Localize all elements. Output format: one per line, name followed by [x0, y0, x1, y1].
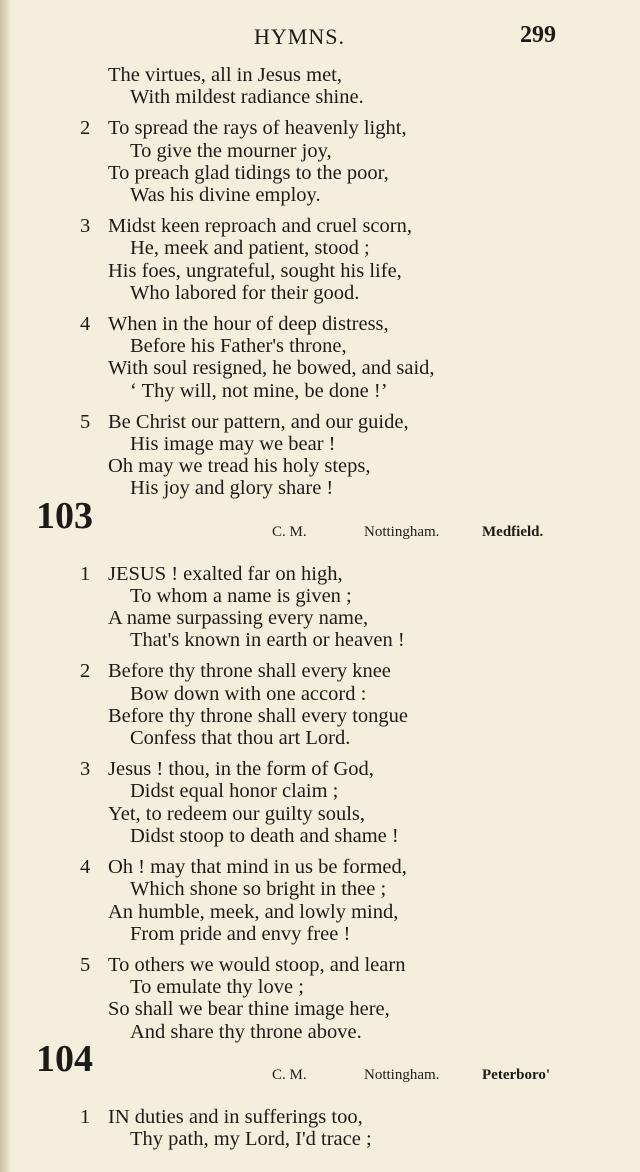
verse-number: 3 — [80, 215, 91, 238]
stanza — [80, 313, 600, 402]
tune-name: Nottingham. — [364, 1066, 440, 1083]
verse-line: IN duties and in sufferings too, — [108, 1105, 363, 1128]
hymn-103-heading — [36, 494, 600, 555]
hymn-104-heading — [36, 1037, 600, 1098]
hymn-102-continued — [80, 64, 600, 500]
verse-line: His image may we bear ! — [130, 433, 336, 456]
verse-line: To whom a name is given ; — [130, 584, 352, 607]
hymn-number: 103 — [36, 494, 93, 537]
verse-line: An humble, meek, and lowly mind, — [108, 900, 399, 923]
stanza — [80, 117, 600, 206]
verse-number: 5 — [80, 953, 91, 976]
verse-number: 4 — [80, 856, 91, 879]
verse-number: 2 — [80, 660, 91, 683]
verse-line: His foes, ungrateful, sought his life, — [108, 259, 402, 282]
stanza — [80, 563, 600, 652]
verse-line: From pride and envy free ! — [130, 922, 351, 945]
verse-line: With mildest radiance shine. — [130, 86, 364, 109]
stanza — [80, 64, 600, 108]
verse-line: Which shone so bright in thee ; — [130, 878, 387, 901]
hymn-number: 104 — [36, 1037, 93, 1080]
verse-line: Didst stoop to death and shame ! — [130, 824, 399, 847]
verse-number: 1 — [80, 1105, 91, 1128]
stanza — [80, 1106, 600, 1150]
verse-line: JESUS ! exalted far on high, — [108, 562, 343, 585]
verse-line: The virtues, all in Jesus met, — [108, 64, 342, 86]
stanza — [80, 215, 600, 304]
verse-line: ‘ Thy will, not mine, be done !’ — [130, 379, 388, 402]
verse-line: That's known in earth or heaven ! — [130, 629, 405, 652]
verse-line: Be Christ our pattern, and our guide, — [108, 410, 409, 433]
verse-line: To others we would stoop, and learn — [108, 953, 406, 976]
verse-line: Jesus ! thou, in the form of God, — [108, 758, 374, 781]
verse-number: 2 — [80, 117, 91, 140]
verse-line: Was his divine employ. — [130, 184, 321, 207]
tune-name-alt: Medfield. — [482, 523, 544, 540]
verse-line: Yet, to redeem our guilty souls, — [108, 802, 366, 825]
hymn-103-body — [80, 563, 600, 1043]
hymn-meter: C. M. — [272, 1066, 307, 1083]
stanza — [80, 954, 600, 1043]
verse-number: 5 — [80, 410, 91, 433]
running-title: HYMNS. — [254, 24, 345, 49]
verse-line: His joy and glory share ! — [130, 477, 334, 500]
verse-number: 4 — [80, 313, 91, 336]
verse-line: With soul resigned, he bowed, and said, — [108, 357, 435, 380]
stanza — [80, 856, 600, 945]
verse-line: And share thy throne above. — [130, 1020, 362, 1043]
verse-line: Confess that thou art Lord. — [130, 727, 351, 750]
page-edge — [0, 0, 10, 1172]
page-number: 299 — [520, 22, 556, 48]
page-header — [0, 22, 640, 52]
verse-line: Before thy throne shall every tongue — [108, 704, 409, 727]
verse-line: Bow down with one accord : — [130, 682, 367, 705]
verse-line: Who labored for their good. — [130, 281, 360, 304]
page-content — [36, 64, 600, 1159]
verse-line: So shall we bear thine image here, — [108, 998, 390, 1021]
verse-line: He, meek and patient, stood ; — [130, 237, 370, 260]
verse-number: 1 — [80, 562, 91, 585]
verse-line: Oh may we tread his holy steps, — [108, 455, 371, 478]
stanza — [80, 411, 600, 500]
verse-line: A name surpassing every name, — [108, 607, 369, 630]
verse-line: Before thy throne shall every knee — [108, 660, 391, 683]
verse-line: When in the hour of deep distress, — [108, 313, 389, 336]
hymn-104-body — [80, 1106, 600, 1150]
verse-line: To spread the rays of heavenly light, — [108, 117, 407, 140]
hymn-meter: C. M. — [272, 523, 307, 540]
verse-line: Didst equal honor claim ; — [130, 780, 339, 803]
verse-line: To give the mourner joy, — [130, 139, 332, 162]
verse-line: Midst keen reproach and cruel scorn, — [108, 215, 412, 238]
verse-line: Thy path, my Lord, I'd trace ; — [130, 1127, 372, 1150]
tune-name: Nottingham. — [364, 523, 440, 540]
tune-name-alt: Peterboro' — [482, 1066, 551, 1083]
stanza — [80, 660, 600, 749]
stanza — [80, 758, 600, 847]
verse-number — [80, 64, 108, 86]
verse-line: To preach glad tidings to the poor, — [108, 161, 389, 184]
verse-number: 3 — [80, 758, 91, 781]
verse-line: To emulate thy love ; — [130, 976, 304, 999]
verse-line: Before his Father's throne, — [130, 335, 347, 358]
verse-line: Oh ! may that mind in us be formed, — [108, 856, 407, 879]
